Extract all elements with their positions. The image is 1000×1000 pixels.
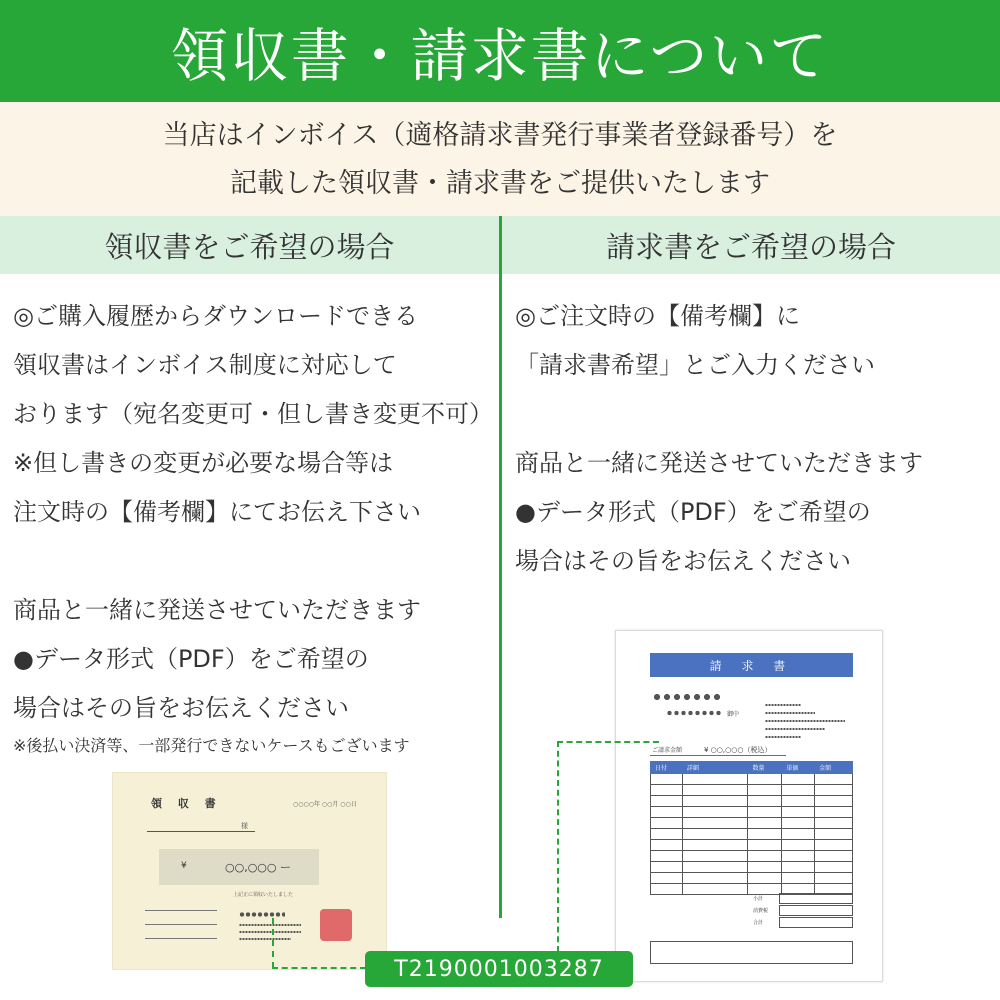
invoice-image-title: 請 求 書 — [709, 658, 794, 673]
receipt-image-date: ○○○○年 ○○月 ○○日 — [293, 801, 357, 808]
invoice-subtotal-label: 小計 — [753, 896, 764, 902]
table-row — [651, 774, 853, 785]
issuer-info-placeholder — [765, 735, 801, 739]
receipt-line: 商品と一緒に発送させていただきます — [13, 596, 421, 624]
receipt-line: ●データ形式（PDF）をご希望の — [13, 645, 369, 673]
invoice-line: 商品と一緒に発送させていただきます — [515, 449, 923, 477]
invoice-image-onchu: 御中 — [727, 711, 740, 718]
column-date: 日付 — [651, 762, 683, 774]
invoice-tax-box — [779, 905, 853, 916]
invoice-tax-label: 消費税 — [753, 908, 769, 914]
invoice-line: ◎ご注文時の【備考欄】に — [515, 302, 800, 330]
invoice-heading: 請求書をご希望の場合 — [502, 216, 1000, 274]
invoice-line: ●データ形式（PDF）をご希望の — [515, 498, 871, 526]
invoice-table-header — [651, 762, 853, 774]
invoice-sum-label: 合計 — [753, 920, 764, 926]
receipt-heading: 領収書をご希望の場合 — [0, 216, 499, 274]
column-amount: 金額 — [815, 762, 853, 774]
receipt-image-title: 領 収 書 — [151, 797, 222, 810]
table-row — [651, 873, 853, 884]
intro-line-2: 記載した領収書・請求書をご提供いたします — [230, 168, 770, 199]
receipt-connector-horizontal — [272, 967, 366, 969]
issuer-info-placeholder — [765, 727, 825, 731]
column-unit-price: 単価 — [782, 762, 815, 774]
recipient-sub-placeholder — [666, 710, 722, 716]
invoice-line: 「請求書希望」とご入力ください — [515, 351, 875, 379]
issuer-address-placeholder — [239, 937, 291, 941]
receipt-line: ※但し書きの変更が必要な場合等は — [13, 449, 394, 477]
receipt-note: ※後払い決済等、一部発行できないケースもございます — [13, 736, 410, 755]
recipient-name-placeholder — [652, 693, 724, 701]
receipt-line: 領収書はインボイス制度に対応して — [13, 351, 397, 379]
intro-banner — [0, 102, 1000, 216]
receipt-line: 場合はその旨をお伝えください — [13, 694, 349, 722]
table-row — [651, 818, 853, 829]
column-detail: 詳細 — [682, 762, 748, 774]
invoice-connector-horizontal — [557, 741, 659, 743]
issuer-info-placeholder — [765, 719, 845, 723]
receipt-instructions — [13, 292, 493, 757]
receipt-line: おります（宛名変更可・但し書き変更不可） — [13, 400, 493, 428]
receipt-name-line — [147, 831, 255, 832]
receipt-amount-box — [159, 849, 319, 885]
issuer-address-placeholder — [239, 930, 301, 934]
issuer-info-placeholder — [765, 703, 801, 707]
receipt-rule — [145, 924, 217, 925]
invoice-image-titlebar — [650, 653, 853, 677]
issuer-info-placeholder — [765, 711, 815, 715]
invoice-line-table — [650, 761, 853, 895]
invoice-connector-vertical — [557, 741, 559, 952]
issuer-name-placeholder — [239, 911, 285, 918]
table-row — [651, 851, 853, 862]
invoice-sum-box — [779, 917, 853, 928]
table-row — [651, 796, 853, 807]
column-quantity: 数量 — [748, 762, 782, 774]
invoice-total-value: ¥ ○○,○○○（税込） — [704, 746, 772, 754]
receipt-connector-vertical — [272, 918, 274, 968]
invoice-total-label: ご請求金額 — [652, 747, 683, 754]
receipt-line: ◎ご購入履歴からダウンロードできる — [13, 302, 418, 330]
invoice-line: 場合はその旨をお伝えください — [515, 547, 851, 575]
seal-stamp — [320, 909, 352, 941]
table-row — [651, 807, 853, 818]
receipt-image-sama: 様 — [241, 822, 248, 830]
issuer-address-placeholder — [239, 923, 301, 927]
invoice-table-body — [651, 774, 853, 895]
invoice-illustration — [615, 630, 883, 982]
intro-line-1: 当店はインボイス（適格請求書発行事業者登録番号）を — [162, 120, 838, 151]
registration-number-badge: T2190001003287 — [365, 951, 633, 987]
blank-line — [515, 390, 995, 439]
blank-line — [13, 537, 493, 586]
invoice-note-box — [650, 941, 853, 964]
table-row — [651, 840, 853, 851]
invoice-instructions — [515, 292, 995, 586]
receipt-image-ack: 上記正に領収いたしました — [233, 892, 294, 898]
receipt-image-amount: ○○,○○○ ー — [225, 861, 291, 874]
table-row — [651, 829, 853, 840]
table-row — [651, 862, 853, 873]
receipt-rule — [145, 938, 217, 939]
receipt-illustration — [112, 772, 387, 970]
table-row — [651, 785, 853, 796]
invoice-total-underline — [650, 755, 786, 756]
column-divider — [499, 216, 502, 918]
receipt-image-yen: ¥ — [181, 861, 187, 871]
receipt-line: 注文時の【備考欄】にてお伝え下さい — [13, 498, 421, 526]
page-title: 領収書・請求書について — [170, 22, 830, 90]
invoice-subtotal-box — [779, 893, 853, 904]
page-header — [0, 0, 1000, 102]
receipt-rule — [145, 910, 217, 911]
